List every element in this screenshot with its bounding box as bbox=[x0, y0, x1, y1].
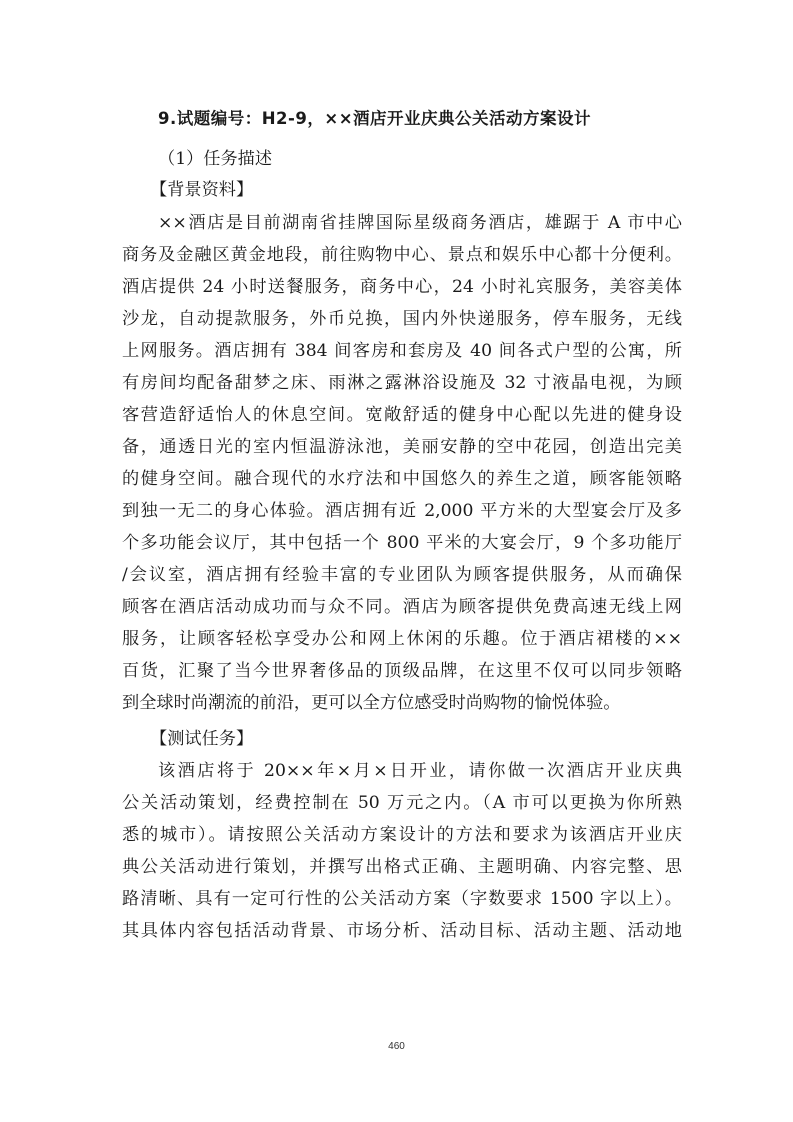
page-title: 9.试题编号：H2-9，××酒店开业庆典公关活动方案设计 bbox=[158, 109, 592, 128]
paragraph-line: 客营造舒适怡人的休息空间。宽敞舒适的健身中心配以先进的健身设 bbox=[122, 405, 682, 425]
test-label: 【测试任务】 bbox=[150, 729, 254, 749]
paragraph-line: 百货，汇聚了当今世界奢侈品的顶级品牌，在这里不仅可以同步领略 bbox=[122, 661, 682, 681]
paragraph-line: 悉的城市）。请按照公关活动方案设计的方法和要求为该酒店开业庆 bbox=[122, 825, 682, 845]
paragraph-line: 的健身空间。融合现代的水疗法和中国悠久的养生之道，顾客能领略 bbox=[122, 469, 682, 489]
paragraph-line: 其具体内容包括活动背景、市场分析、活动目标、活动主题、活动地 bbox=[122, 921, 682, 941]
paragraph-line: 有房间均配备甜梦之床、雨淋之露淋浴设施及 32 寸液晶电视，为顾 bbox=[122, 373, 682, 393]
paragraph-line: 个多功能会议厅，其中包括一个 800 平米的大宴会厅，9 个多功能厅 bbox=[122, 533, 682, 553]
page-number: 460 bbox=[388, 1041, 405, 1052]
paragraph-line: 公关活动策划，经费控制在 50 万元之内。（A 市可以更换为你所熟 bbox=[122, 793, 682, 813]
paragraph-line: /会议室，酒店拥有经验丰富的专业团队为顾客提供服务，从而确保 bbox=[122, 565, 682, 585]
paragraph-line: 路清晰、具有一定可行性的公关活动方案（字数要求 1500 字以上）。 bbox=[122, 889, 682, 909]
paragraph-line: 服务，让顾客轻松享受办公和网上休闲的乐趣。位于酒店裙楼的×× bbox=[122, 629, 682, 649]
paragraph-line: ××酒店是目前湖南省挂牌国际星级商务酒店，雄踞于 A 市中心 bbox=[158, 213, 682, 233]
paragraph-line: 到独一无二的身心体验。酒店拥有近 2,000 平方米的大型宴会厅及多 bbox=[122, 501, 682, 521]
paragraph-line: 酒店提供 24 小时送餐服务，商务中心，24 小时礼宾服务，美容美体 bbox=[122, 277, 682, 297]
paragraph-line: 该酒店将于 20××年×月×日开业，请你做一次酒店开业庆典 bbox=[158, 761, 682, 781]
paragraph-line: 顾客在酒店活动成功而与众不同。酒店为顾客提供免费高速无线上网 bbox=[122, 597, 682, 617]
paragraph-line: 商务及金融区黄金地段，前往购物中心、景点和娱乐中心都十分便利。 bbox=[122, 245, 682, 265]
background-label: 【背景资料】 bbox=[150, 180, 254, 200]
paragraph-line: 沙龙，自动提款服务，外币兑换，国内外快递服务，停车服务，无线 bbox=[122, 309, 682, 329]
paragraph-line: 上网服务。酒店拥有 384 间客房和套房及 40 间各式户型的公寓，所 bbox=[122, 341, 682, 361]
paragraph-line: 备，通透日光的室内恒温游泳池，美丽安静的空中花园，创造出完美 bbox=[122, 437, 682, 457]
paragraph-line: 到全球时尚潮流的前沿，更可以全方位感受时尚购物的愉悦体验。 bbox=[122, 693, 621, 713]
paragraph-line: 典公关活动进行策划，并撰写出格式正确、主题明确、内容完整、思 bbox=[122, 857, 682, 877]
task-heading: （1）任务描述 bbox=[158, 149, 273, 169]
